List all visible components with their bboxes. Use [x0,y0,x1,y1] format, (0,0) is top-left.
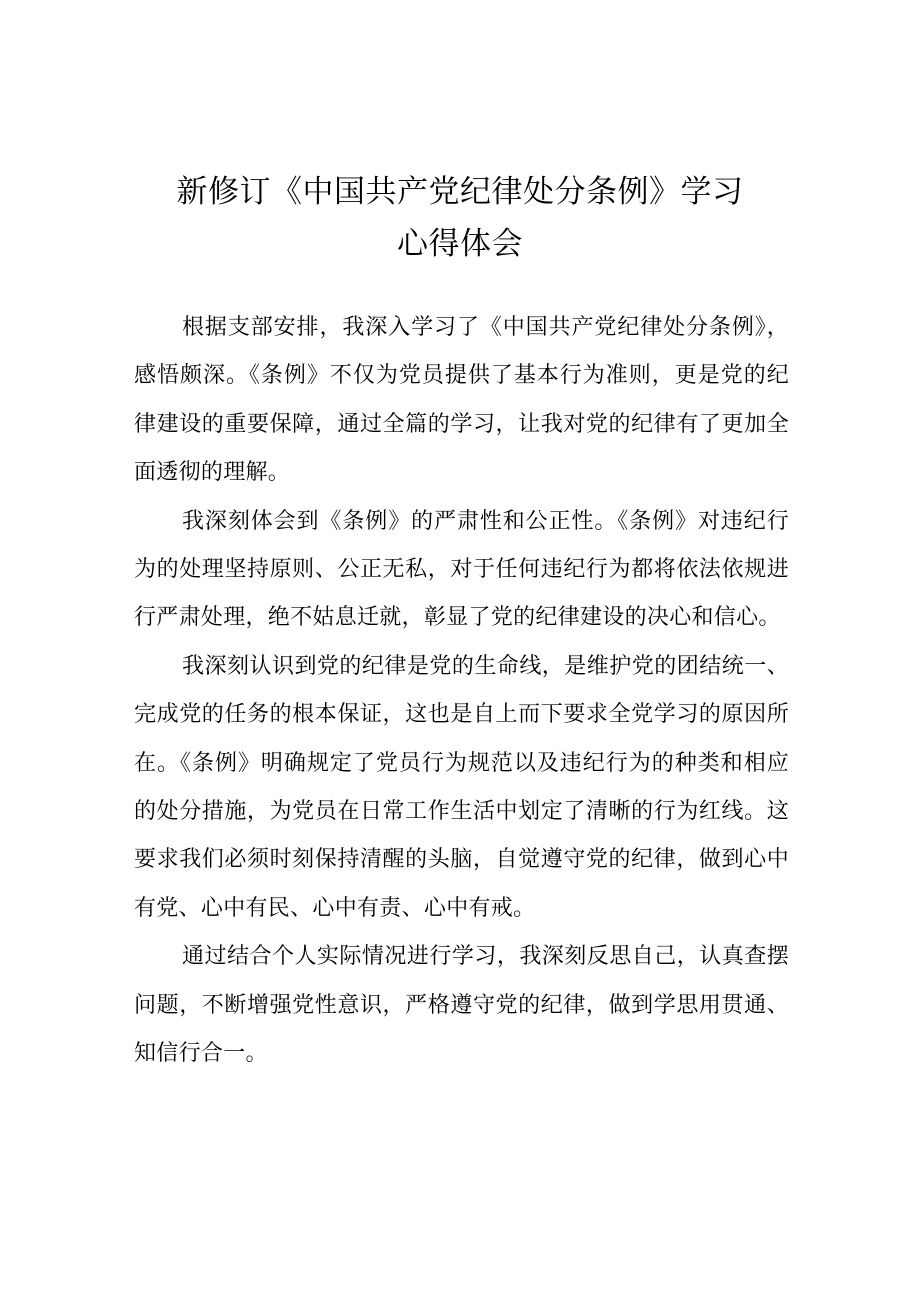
title-line-2: 心得体会 [397,226,523,262]
document-title [0,166,920,270]
paragraph: 我深刻体会到《条例》的严肃性和公正性。《条例》对违纪行为的处理坚持原则、公正无私，对于任何违纪行为都将依法依规进行严肃处理，绝不姑息迁就，彰显了党的纪律建设的决心和信心。 [134,508,789,631]
paragraph: 通过结合个人实际情况进行学习，我深刻反思自己，认真查摆问题，不断增强党性意识，严格遵守党的纪律，做到学思用贯通、知信行合一。 [134,944,789,1067]
title-line-1: 新修订《中国共产党纪律处分条例》学习 [176,174,744,210]
paragraph: 根据支部安排，我深入学习了《中国共产党纪律处分条例》，感悟颇深。《条例》不仅为党员提供了基本行为准则，更是党的纪律建设的重要保障，通过全篇的学习，让我对党的纪律有了更加全面透彻的理解。 [134,315,789,486]
paragraph: 我深刻认识到党的纪律是党的生命线，是维护党的团结统一、完成党的任务的根本保证，这也是自上而下要求全党学习的原因所在。《条例》明确规定了党员行为规范以及违纪行为的种类和相应的处分措施，为党员在日常工作生活中划定了清晰的行为红线。这要求我们必须时刻保持清醒的头脑，自觉遵守党的纪律，做到心中有党、心中有民、心中有责、心中有戒。 [134,653,789,921]
document-body [134,304,789,1079]
